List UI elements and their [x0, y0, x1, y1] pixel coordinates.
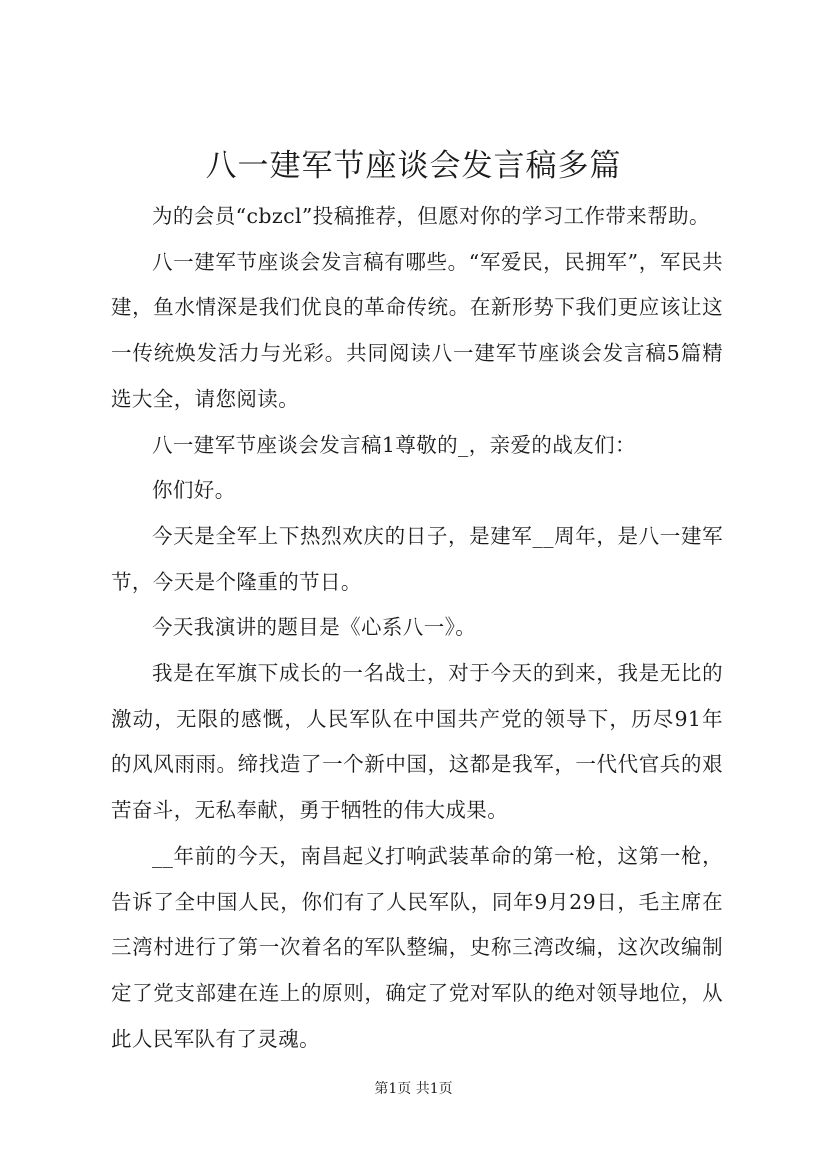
- page-footer: 第1页 共1页: [374, 1081, 453, 1097]
- paragraph-greeting: 你们好。: [152, 478, 236, 503]
- document-body: [111, 194, 723, 1062]
- paragraph-summary: 八一建军节座谈会发言稿有哪些。“军爱民，民拥军”，军民共建，鱼水情深是我们优良的革命传统。在新形势下我们更应该让这一传统焕发活力与光彩。共同阅读八一建军节座谈会发言稿5篇精选大全，请您阅读。: [111, 249, 723, 411]
- paragraph-soldier: 我是在军旗下成长的一名战士，对于今天的到来，我是无比的激动，无限的感慨，人民军队在中国共产党的领导下，历尽91年的风风雨雨。缔找造了一个新中国，这都是我军，一代代官兵的艰苦奋斗，无私奉献，勇于牺牲的伟大成果。: [111, 661, 723, 823]
- paragraph-celebration: 今天是全军上下热烈欢庆的日子，是建军__周年，是八一建军节，今天是个隆重的节日。: [111, 523, 723, 594]
- paragraph-topic: 今天我演讲的题目是《心系八一》。: [152, 615, 477, 640]
- paragraph-history: __年前的今天，南昌起义打响武装革命的第一枪，这第一枪，告诉了全中国人民，你们有了人民军队，同年9月29日，毛主席在三湾村进行了第一次着名的军队整编，史称三湾改编，这次改编制定了党支部建在连上的原则，确定了党对军队的绝对领导地位，从此人民军队有了灵魂。: [111, 843, 723, 1051]
- paragraph-salutation: 八一建军节座谈会发言稿1尊敬的_，亲爱的战友们：: [152, 432, 636, 457]
- document-title: 八一建军节座谈会发言稿多篇: [205, 148, 622, 184]
- paragraph-intro: 为的会员“cbzcl”投稿推荐，但愿对你的学习工作带来帮助。: [152, 204, 710, 228]
